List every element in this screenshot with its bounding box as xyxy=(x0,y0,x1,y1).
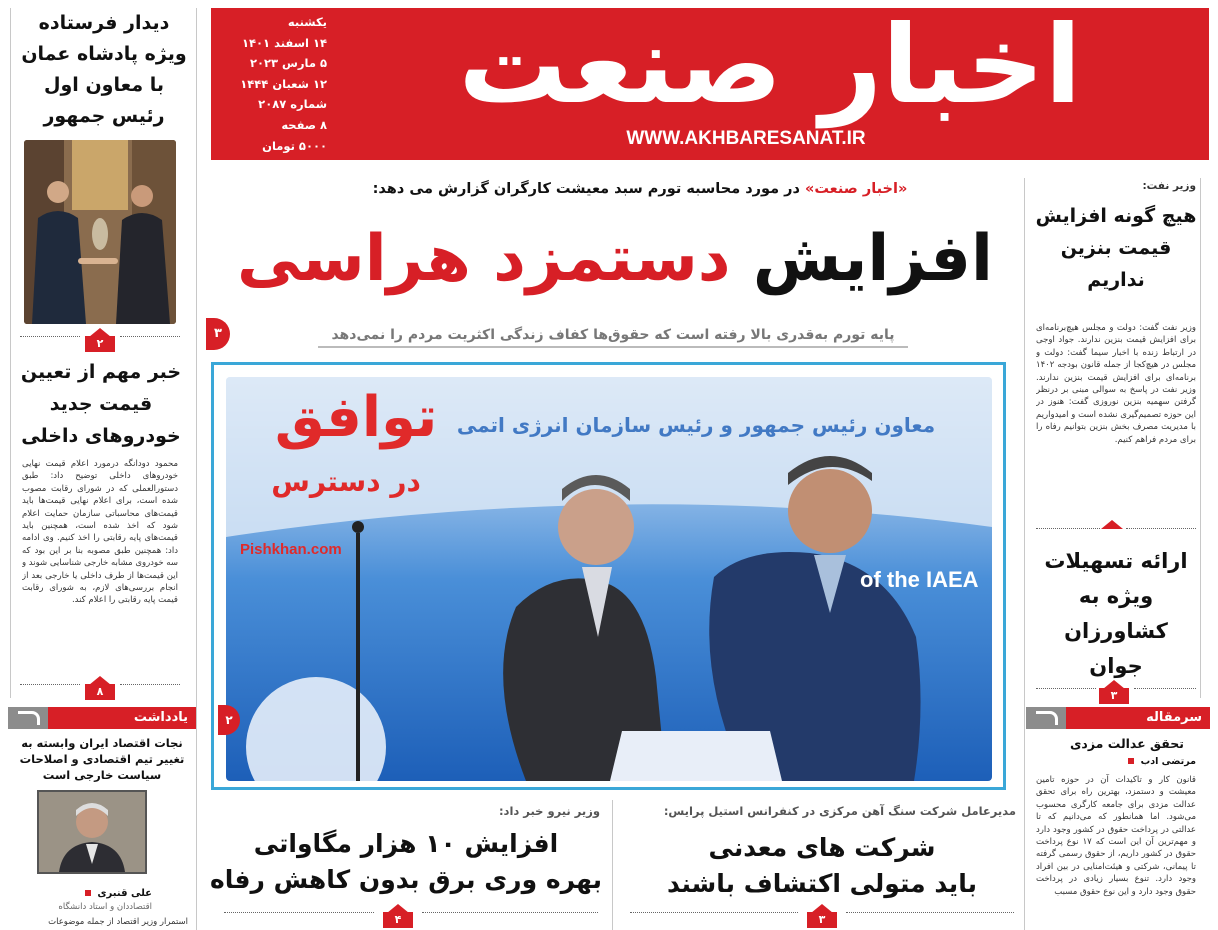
photo-backdrop-text-1: معاون رئیس جمهور و رئیس سازمان انرژی اتمی xyxy=(456,413,936,437)
photo-caption-main: توافق xyxy=(274,385,438,450)
left-news-headline[interactable]: خبر مهم از تعیین قیمت جدید خودروهای داخلی xyxy=(20,361,182,447)
lead-kicker xyxy=(300,181,980,197)
right-top-kicker: وزیر نفت: xyxy=(1142,180,1196,192)
left-top-headline[interactable]: دیدار فرستاده ویژه پادشاه عمان با معاون اول رئیس جمهور xyxy=(21,12,187,127)
lead-kicker-source: «اخبار صنعت» xyxy=(804,181,908,197)
bottom-right-page-badge[interactable]: ۳ xyxy=(807,912,837,928)
editorial-author: مرتضی ادب xyxy=(1140,756,1196,767)
author-role: اقتصاددان و استاد دانشگاه xyxy=(58,902,152,912)
right-mid-headline[interactable]: ارائه تسهیلات ویژه به کشاورزان جوان xyxy=(1044,549,1188,678)
lead-headline-red: دستمزد هراسی xyxy=(237,222,731,296)
right-top-headline[interactable]: هیچ گونه افزایش قیمت بنزین نداریم xyxy=(1035,205,1197,291)
author-portrait-illustration xyxy=(39,792,145,872)
lead-page-badge-wrap xyxy=(206,318,230,350)
left-news-body: محمود دودانگه درمورد اعلام قیمت نهایی خودروهای داخلی توضیح داد: طبق دستورالعملی که در شورای رقابت مصوب شده است، برای اعلام نهایی قیمت‌ها باید قیمت‌های محاسباتی سازمان حمایت اعلام شود که اخذ شده است، همچنین باید قیمت‌های پایه رقابتی را اخذ کنیم. وی ادامه داد: همچنین طبق مصوبه بنا بر این بود که سه خودروی مشابه خارجی شناسایی شوند و این قیمت‌ها از طرف داخلی یا خارجی بعد از انجام بررسی‌های لازم، به شورای رقابت قیمت پایه رقابتی را اعلام کند. xyxy=(22,459,178,606)
arrow-icon xyxy=(1036,711,1058,725)
issue-date-lunar: ۱۲ شعبان ۱۴۴۴ xyxy=(240,76,327,91)
editorial-section-label: سرمقاله xyxy=(1066,707,1210,729)
left-news-page-badge[interactable]: ۸ xyxy=(85,684,115,700)
issue-date-gregorian: ۵ مارس ۲۰۲۳ xyxy=(249,56,327,71)
arrow-icon xyxy=(18,711,40,725)
meeting-photo-illustration xyxy=(24,140,176,324)
photo-page-badge[interactable]: ۲ xyxy=(225,713,233,727)
editorial-author-line xyxy=(1036,756,1196,767)
author-name-line xyxy=(40,888,152,899)
bottom-left-kicker: وزیر نیرو خبر داد: xyxy=(498,804,600,818)
issue-info xyxy=(217,12,327,156)
issue-pages: ۸ صفحه xyxy=(281,117,327,132)
issue-weekday: یکشنبه xyxy=(287,15,327,29)
note-section-label: یادداشت xyxy=(48,707,196,729)
photo-watermark: Pishkhan.com xyxy=(240,541,342,558)
lead-photo-frame xyxy=(211,362,1006,790)
issue-price: ۵۰۰۰ تومان xyxy=(262,138,327,153)
note-section-header xyxy=(8,707,196,729)
masthead-website[interactable]: WWW.AKHBARESANAT.IR xyxy=(626,128,866,149)
lead-kicker-text: در مورد محاسبه تورم سبد معیشت کارگران گزارش می دهد: xyxy=(372,181,805,197)
left-top-photo[interactable] xyxy=(24,140,176,324)
masthead-logo: اخبار صنعت xyxy=(458,3,1082,128)
bottom-left-headline-line2: بهره وری برق بدون کاهش رفاه xyxy=(209,865,603,894)
lead-headline-black: افزایش xyxy=(752,222,993,296)
bottom-right-headline[interactable] xyxy=(624,830,1020,902)
lead-subhead: پایه تورم به‌قدری بالا رفته است که حقوق‌ها کفاف زندگی اکثریت مردم را نمی‌دهد xyxy=(318,327,908,348)
bottom-left-headline-line1: افزایش ۱۰ هزار مگاواتی xyxy=(253,829,559,858)
author-name: علی قنبری xyxy=(97,888,152,899)
bottom-left-page-badge[interactable]: ۴ xyxy=(383,912,413,928)
photo-backdrop-text-2: of the IAEA xyxy=(860,567,979,592)
right-top-body: وزیر نفت گفت: دولت و مجلس هیچ‌برنامه‌ای برای افزایش قیمت بنزین ندارند. جواد اوجی در ارتباط زنده با اخبار سیما گفت: دولت و مجلس در هیچ‌کجا از جمله قانون بودجه ۱۴۰۲ برنامه‌ای برای افزایش قیمت بنزین ندارند. وزیر نفت در پاسخ به سوالی مبنی بر درنظر گرفتن سهمیه بنزین نوروزی گفت: هنوز در این حوزه تصمیم‌گیری نشده است و امیدواریم با مدیریت مصرف بخش بنزین بتوانیم رفاه را برای مردم فراهم کنیم. xyxy=(1036,323,1196,445)
editorial-body: قانون کار و تاکیدات آن در حوزه تامین معیشت و دستمزد، بهترین راه برای تحقق عدالت مزدی برای جامعه کارگری محسوب می‌شود. اما همانطور که می‌دانیم که تا عدالتی در پرداخت حقوق در کشور وجود دارد و مهم‌ترین آن این است که ۱۷ نوع پرداخت حقوق در کشور داریم، از حقوق رسمی گرفته تا پیمانی، شرکتی و هیئت‌امنایی در بین افراد وجود دارد. تنوع بسیار زیادی در پرداخت حقوق وجود دارد و این نوع حقوق مسبب xyxy=(1036,775,1196,897)
editorial-headline[interactable]: تحقق عدالت مزدی xyxy=(1069,736,1184,751)
lead-page-badge[interactable]: ۳ xyxy=(214,326,222,341)
photo-page-badge-wrap xyxy=(218,705,240,735)
author-photo xyxy=(37,790,147,874)
lead-photo[interactable] xyxy=(226,377,992,781)
issue-number: شماره ۲۰۸۷ xyxy=(258,97,327,112)
note-headline[interactable]: نجات اقتصاد ایران وابسته به تغییر تیم اقتصادی و اصلاحات سیاست خارجی است xyxy=(19,736,185,782)
masthead xyxy=(211,3,1209,160)
editorial-section-header xyxy=(1026,707,1210,729)
note-body: استمرار وزیر اقتصاد از جمله موضوعات xyxy=(48,917,188,927)
left-top-page-badge[interactable]: ۲ xyxy=(85,336,115,352)
bottom-right-headline-line1: شرکت های معدنی xyxy=(708,833,936,862)
bottom-left-headline[interactable] xyxy=(206,826,606,898)
bottom-right-kicker: مدیرعامل شرکت سنگ آهن مرکزی در کنفرانس استیل پرایس: xyxy=(663,804,1016,818)
photo-caption-sub: در دسترس xyxy=(271,465,421,498)
issue-date-solar: ۱۴ اسفند ۱۴۰۱ xyxy=(242,35,327,50)
right-mid-page-badge[interactable]: ۳ xyxy=(1099,688,1129,704)
bottom-right-headline-line2: باید متولی اکتشاف باشند xyxy=(667,869,977,898)
lead-headline[interactable] xyxy=(230,204,1000,314)
